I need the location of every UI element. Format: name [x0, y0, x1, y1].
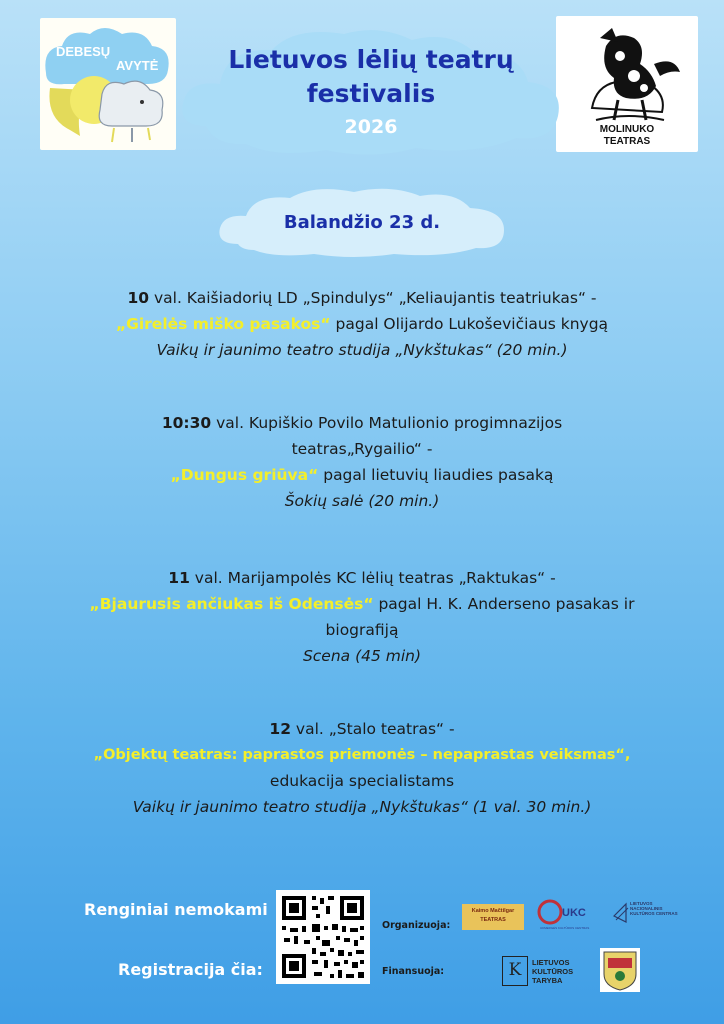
event-block-2 — [40, 410, 684, 514]
registration-qr-code[interactable] — [276, 890, 370, 984]
festival-title-line2: festivalis — [306, 79, 436, 108]
ukc-text: UKC — [562, 907, 586, 919]
lnkc-logo — [612, 900, 684, 926]
ltk-emblem: K — [502, 956, 528, 986]
event-organizer: val. Marijampolės KC lėlių teatras „Raktukas“ - — [189, 569, 556, 587]
logo-text-teatras: TEATRAS — [603, 136, 651, 147]
event-time: 10 — [127, 289, 150, 307]
funders-label: Finansuoja: — [382, 966, 445, 977]
coat-of-arms-logo — [600, 948, 640, 992]
event-venue: Šokių salė (20 min.) — [284, 492, 440, 510]
qr-code-icon — [276, 890, 370, 984]
event-source: pagal H. K. Anderseno pasakas ir — [373, 595, 635, 613]
event-title: „Girelės miško pasakos“ — [115, 315, 331, 333]
logo-text-molinuko: MOLINUKO — [599, 124, 655, 135]
event-organizer: val. Kupiškio Povilo Matulionio progimnazijos — [211, 414, 563, 432]
event-time: 10:30 — [161, 414, 212, 432]
event-title: „Objektų teatras: paprastos priemonės – nepaprastas veiksmas“, — [93, 747, 631, 763]
event-block-3 — [40, 565, 684, 669]
logo-text-debesu: DEBESŲ — [56, 44, 111, 59]
festival-year: 2026 — [344, 116, 398, 138]
ltk-text: LIETUVOS KULTŪROS TARYBA — [532, 958, 574, 985]
debesu-avyte-logo — [40, 18, 176, 150]
event-block-1 — [40, 285, 684, 363]
event-time: 11 — [168, 569, 190, 587]
event-source-cont: biografiją — [325, 621, 399, 639]
event-description: edukacija specialistams — [269, 772, 455, 790]
ukc-emblem-icon — [536, 896, 592, 932]
ukc-logo — [536, 896, 592, 932]
event-title: „Bjaurusis ančiukas iš Odensės“ — [89, 595, 374, 613]
event-venue: Scena (45 min) — [302, 647, 422, 665]
kaimo-teatras-logo — [462, 904, 524, 930]
clay-horse-icon — [556, 16, 698, 152]
coat-of-arms-icon — [600, 948, 640, 992]
event-title: „Dungus griūva“ — [170, 466, 319, 484]
event-time: 12 — [269, 720, 291, 738]
event-block-4 — [40, 716, 684, 820]
organizers-label: Organizuoja: — [382, 920, 451, 931]
event-organizer: val. „Stalo teatras“ - — [290, 720, 455, 738]
molinuko-teatras-logo — [556, 16, 698, 152]
event-organizer: val. Kaišiadorių LD „Spindulys“ „Keliaujantis teatriukas“ - — [149, 289, 597, 307]
event-source: pagal Olijardo Lukoševičiaus knygą — [330, 315, 609, 333]
lnkc-text: LIETUVOS NACIONALINIS KULTŪROS CENTRAS — [630, 901, 678, 916]
kaimo-teatras-text: Kaimo Mačtilgar TEATRAS — [471, 908, 515, 923]
registration-label: Registracija čia: — [118, 960, 263, 979]
event-venue: Vaikų ir jaunimo teatro studija „Nykštukas“ (20 min.) — [156, 341, 568, 359]
event-organizer-cont: teatras„Rygailio“ - — [291, 440, 433, 458]
event-date: Balandžio 23 d. — [283, 212, 441, 233]
event-source: pagal lietuvių liaudies pasaką — [318, 466, 554, 484]
festival-title-line1: Lietuvos lėlių teatrų — [228, 45, 514, 74]
free-events-label: Renginiai nemokami — [84, 900, 268, 919]
event-venue: Vaikų ir jaunimo teatro studija „Nykštukas“ (1 val. 30 min.) — [132, 798, 592, 816]
ukc-subtext: UKMERGĖS KULTŪROS CENTRAS — [540, 926, 590, 930]
logo-text-avyte: AVYTĖ — [116, 58, 159, 73]
sheep-cloud-icon — [40, 18, 176, 150]
